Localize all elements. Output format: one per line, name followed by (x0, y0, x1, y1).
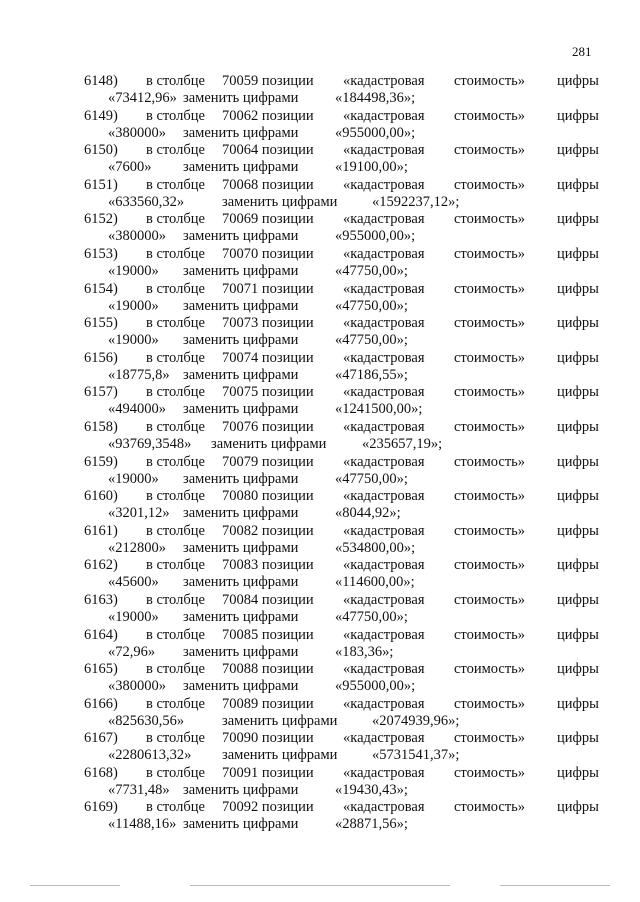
cost-label: стоимость» (454, 695, 526, 712)
replace-label: заменить цифрами (183, 505, 299, 522)
replace-label: заменить цифрами (183, 90, 299, 106)
kadastr-label: «кадастровая (343, 557, 425, 574)
kadastr-label: «кадастровая (343, 591, 425, 608)
kadastr-label: «кадастровая (343, 245, 425, 262)
old-value: «633560,32» (108, 193, 185, 210)
cost-label: стоимость» (454, 418, 526, 435)
new-value: «19100,00»; (335, 159, 408, 176)
position-code: 70084 позиции (222, 591, 314, 608)
scan-edge-line (500, 885, 610, 886)
replace-label: заменить цифрами (211, 435, 327, 452)
old-value: «19000» (108, 262, 159, 279)
list-item (0, 523, 640, 558)
digits-label: цифры (557, 418, 599, 435)
replace-label: заменить цифрами (183, 539, 299, 556)
position-code: 70062 позиции (222, 107, 314, 124)
kadastr-label: «кадастровая (343, 453, 425, 470)
list-item (0, 661, 640, 696)
position-code: 70069 позиции (222, 211, 314, 228)
replace-label: заменить цифрами (222, 747, 338, 764)
entry-index: 6158) (84, 418, 118, 435)
column-label: в столбце (146, 176, 205, 193)
column-label: в столбце (146, 107, 205, 124)
kadastr-label: «кадастровая (343, 142, 425, 159)
list-item (0, 419, 640, 454)
cost-label: стоимость» (454, 107, 526, 124)
digits-label: цифры (557, 557, 599, 574)
kadastr-label: «кадастровая (343, 176, 425, 193)
new-value: «47186,55»; (335, 366, 408, 383)
list-item (0, 557, 640, 592)
position-code: 70079 позиции (222, 453, 314, 470)
scan-edge-line (30, 885, 120, 886)
column-label: в столбце (146, 142, 205, 159)
list-item (0, 627, 640, 662)
list-item (0, 730, 640, 765)
new-value: «1241500,00»; (335, 401, 423, 418)
digits-label: цифры (557, 626, 599, 643)
list-item (0, 350, 640, 385)
list-item (0, 73, 640, 108)
digits-label: цифры (557, 245, 599, 262)
kadastr-label: «кадастровая (343, 211, 425, 228)
entry-index: 6148) (84, 73, 118, 89)
position-code: 70068 позиции (222, 176, 314, 193)
entry-index: 6152) (84, 211, 118, 228)
digits-label: цифры (557, 211, 599, 228)
old-value: «380000» (108, 124, 166, 141)
cost-label: стоимость» (454, 384, 526, 401)
cost-label: стоимость» (454, 453, 526, 470)
position-code: 70090 позиции (222, 730, 314, 747)
position-code: 70064 позиции (222, 142, 314, 159)
old-value: «2280613,32» (108, 747, 192, 764)
digits-label: цифры (557, 661, 599, 678)
list-item (0, 799, 640, 834)
digits-label: цифры (557, 695, 599, 712)
new-value: «5731541,37»; (372, 747, 460, 764)
old-value: «11488,16» (108, 816, 177, 833)
list-item (0, 592, 640, 627)
entry-index: 6166) (84, 695, 118, 712)
column-label: в столбце (146, 315, 205, 332)
kadastr-label: «кадастровая (343, 522, 425, 539)
column-label: в столбце (146, 349, 205, 366)
entry-index: 6151) (84, 176, 118, 193)
old-value: «45600» (108, 574, 159, 591)
entry-index: 6163) (84, 591, 118, 608)
entry-index: 6161) (84, 522, 118, 539)
entry-index: 6167) (84, 730, 118, 747)
digits-label: цифры (557, 176, 599, 193)
list-item (0, 384, 640, 419)
list-item (0, 177, 640, 212)
entry-index: 6150) (84, 142, 118, 159)
column-label: в столбце (146, 557, 205, 574)
cost-label: стоимость» (454, 661, 526, 678)
list-item (0, 454, 640, 489)
entry-index: 6153) (84, 245, 118, 262)
list-item (0, 315, 640, 350)
new-value: «2074939,96»; (372, 712, 460, 729)
position-code: 70071 позиции (222, 280, 314, 297)
digits-label: цифры (557, 107, 599, 124)
replace-label: заменить цифрами (183, 124, 299, 141)
cost-label: стоимость» (454, 142, 526, 159)
list-item (0, 696, 640, 731)
digits-label: цифры (557, 73, 599, 89)
cost-label: стоимость» (454, 211, 526, 228)
old-value: «93769,3548» (108, 435, 192, 452)
replace-label: заменить цифрами (183, 781, 299, 798)
list-item (0, 142, 640, 177)
replace-label: заменить цифрами (183, 366, 299, 383)
replace-label: заменить цифрами (183, 608, 299, 625)
replace-label: заменить цифрами (183, 228, 299, 245)
new-value: «534800,00»; (335, 539, 416, 556)
position-code: 70074 позиции (222, 349, 314, 366)
cost-label: стоимость» (454, 245, 526, 262)
replace-label: заменить цифрами (222, 712, 338, 729)
entry-index: 6149) (84, 107, 118, 124)
column-label: в столбце (146, 730, 205, 747)
position-code: 70085 позиции (222, 626, 314, 643)
column-label: в столбце (146, 245, 205, 262)
kadastr-label: «кадастровая (343, 107, 425, 124)
cost-label: стоимость» (454, 522, 526, 539)
entry-index: 6164) (84, 626, 118, 643)
column-label: в столбце (146, 764, 205, 781)
column-label: в столбце (146, 799, 205, 816)
cost-label: стоимость» (454, 176, 526, 193)
column-label: в столбце (146, 488, 205, 505)
entry-index: 6162) (84, 557, 118, 574)
column-label: в столбце (146, 626, 205, 643)
digits-label: цифры (557, 522, 599, 539)
digits-label: цифры (557, 384, 599, 401)
new-value: «28871,56»; (335, 816, 408, 833)
new-value: «955000,00»; (335, 124, 416, 141)
replace-label: заменить цифрами (183, 470, 299, 487)
old-value: «19000» (108, 608, 159, 625)
list-item (0, 108, 640, 143)
new-value: «47750,00»; (335, 470, 408, 487)
old-value: «7600» (108, 159, 152, 176)
cost-label: стоимость» (454, 626, 526, 643)
position-code: 70091 позиции (222, 764, 314, 781)
position-code: 70073 позиции (222, 315, 314, 332)
old-value: «212800» (108, 539, 166, 556)
cost-label: стоимость» (454, 557, 526, 574)
new-value: «235657,19»; (362, 435, 443, 452)
scan-edge-line (190, 885, 450, 886)
kadastr-label: «кадастровая (343, 730, 425, 747)
digits-label: цифры (557, 799, 599, 816)
old-value: «19000» (108, 332, 159, 349)
list-item (0, 488, 640, 523)
kadastr-label: «кадастровая (343, 418, 425, 435)
replace-label: заменить цифрами (183, 159, 299, 176)
old-value: «73412,96» (108, 90, 177, 106)
cost-label: стоимость» (454, 349, 526, 366)
old-value: «18775,8» (108, 366, 170, 383)
replace-label: заменить цифрами (183, 643, 299, 660)
position-code: 70076 позиции (222, 418, 314, 435)
old-value: «7731,48» (108, 781, 170, 798)
entry-index: 6160) (84, 488, 118, 505)
kadastr-label: «кадастровая (343, 695, 425, 712)
column-label: в столбце (146, 418, 205, 435)
cost-label: стоимость» (454, 730, 526, 747)
kadastr-label: «кадастровая (343, 626, 425, 643)
position-code: 70075 позиции (222, 384, 314, 401)
kadastr-label: «кадастровая (343, 73, 425, 89)
list-item (0, 246, 640, 281)
replace-label: заменить цифрами (183, 332, 299, 349)
column-label: в столбце (146, 522, 205, 539)
position-code: 70070 позиции (222, 245, 314, 262)
amendment-list (0, 73, 640, 834)
new-value: «47750,00»; (335, 297, 408, 314)
replace-label: заменить цифрами (183, 262, 299, 279)
digits-label: цифры (557, 591, 599, 608)
list-item (0, 765, 640, 800)
digits-label: цифры (557, 730, 599, 747)
old-value: «19000» (108, 470, 159, 487)
new-value: «47750,00»; (335, 262, 408, 279)
kadastr-label: «кадастровая (343, 349, 425, 366)
column-label: в столбце (146, 591, 205, 608)
replace-label: заменить цифрами (183, 401, 299, 418)
list-item (0, 211, 640, 246)
cost-label: стоимость» (454, 280, 526, 297)
kadastr-label: «кадастровая (343, 384, 425, 401)
cost-label: стоимость» (454, 799, 526, 816)
position-code: 70088 позиции (222, 661, 314, 678)
entry-index: 6168) (84, 764, 118, 781)
digits-label: цифры (557, 453, 599, 470)
new-value: «1592237,12»; (372, 193, 460, 210)
replace-label: заменить цифрами (183, 678, 299, 695)
replace-label: заменить цифрами (222, 193, 338, 210)
entry-index: 6159) (84, 453, 118, 470)
old-value: «380000» (108, 678, 166, 695)
column-label: в столбце (146, 661, 205, 678)
entry-index: 6165) (84, 661, 118, 678)
digits-label: цифры (557, 349, 599, 366)
replace-label: заменить цифрами (183, 297, 299, 314)
position-code: 70080 позиции (222, 488, 314, 505)
cost-label: стоимость» (454, 764, 526, 781)
old-value: «72,96» (108, 643, 156, 660)
new-value: «47750,00»; (335, 332, 408, 349)
position-code: 70089 позиции (222, 695, 314, 712)
column-label: в столбце (146, 695, 205, 712)
kadastr-label: «кадастровая (343, 661, 425, 678)
digits-label: цифры (557, 142, 599, 159)
entry-index: 6157) (84, 384, 118, 401)
new-value: «955000,00»; (335, 228, 416, 245)
new-value: «183,36»; (335, 643, 394, 660)
position-code: 70092 позиции (222, 799, 314, 816)
position-code: 70082 позиции (222, 522, 314, 539)
cost-label: стоимость» (454, 73, 526, 89)
replace-label: заменить цифрами (183, 816, 299, 833)
old-value: «380000» (108, 228, 166, 245)
cost-label: стоимость» (454, 315, 526, 332)
entry-index: 6156) (84, 349, 118, 366)
new-value: «47750,00»; (335, 608, 408, 625)
page-number: 281 (572, 44, 592, 59)
entry-index: 6154) (84, 280, 118, 297)
position-code: 70059 позиции (222, 73, 314, 89)
position-code: 70083 позиции (222, 557, 314, 574)
kadastr-label: «кадастровая (343, 764, 425, 781)
digits-label: цифры (557, 488, 599, 505)
column-label: в столбце (146, 73, 205, 89)
new-value: «114600,00»; (335, 574, 415, 591)
column-label: в столбце (146, 280, 205, 297)
cost-label: стоимость» (454, 591, 526, 608)
new-value: «19430,43»; (335, 781, 408, 798)
kadastr-label: «кадастровая (343, 488, 425, 505)
cost-label: стоимость» (454, 488, 526, 505)
column-label: в столбце (146, 384, 205, 401)
old-value: «494000» (108, 401, 166, 418)
kadastr-label: «кадастровая (343, 799, 425, 816)
kadastr-label: «кадастровая (343, 315, 425, 332)
digits-label: цифры (557, 280, 599, 297)
old-value: «825630,56» (108, 712, 185, 729)
replace-label: заменить цифрами (183, 574, 299, 591)
new-value: «955000,00»; (335, 678, 416, 695)
column-label: в столбце (146, 211, 205, 228)
digits-label: цифры (557, 764, 599, 781)
new-value: «8044,92»; (335, 505, 401, 522)
list-item (0, 281, 640, 316)
entry-index: 6169) (84, 799, 118, 816)
kadastr-label: «кадастровая (343, 280, 425, 297)
column-label: в столбце (146, 453, 205, 470)
new-value: «184498,36»; (335, 90, 416, 106)
old-value: «3201,12» (108, 505, 170, 522)
entry-index: 6155) (84, 315, 118, 332)
old-value: «19000» (108, 297, 159, 314)
digits-label: цифры (557, 315, 599, 332)
